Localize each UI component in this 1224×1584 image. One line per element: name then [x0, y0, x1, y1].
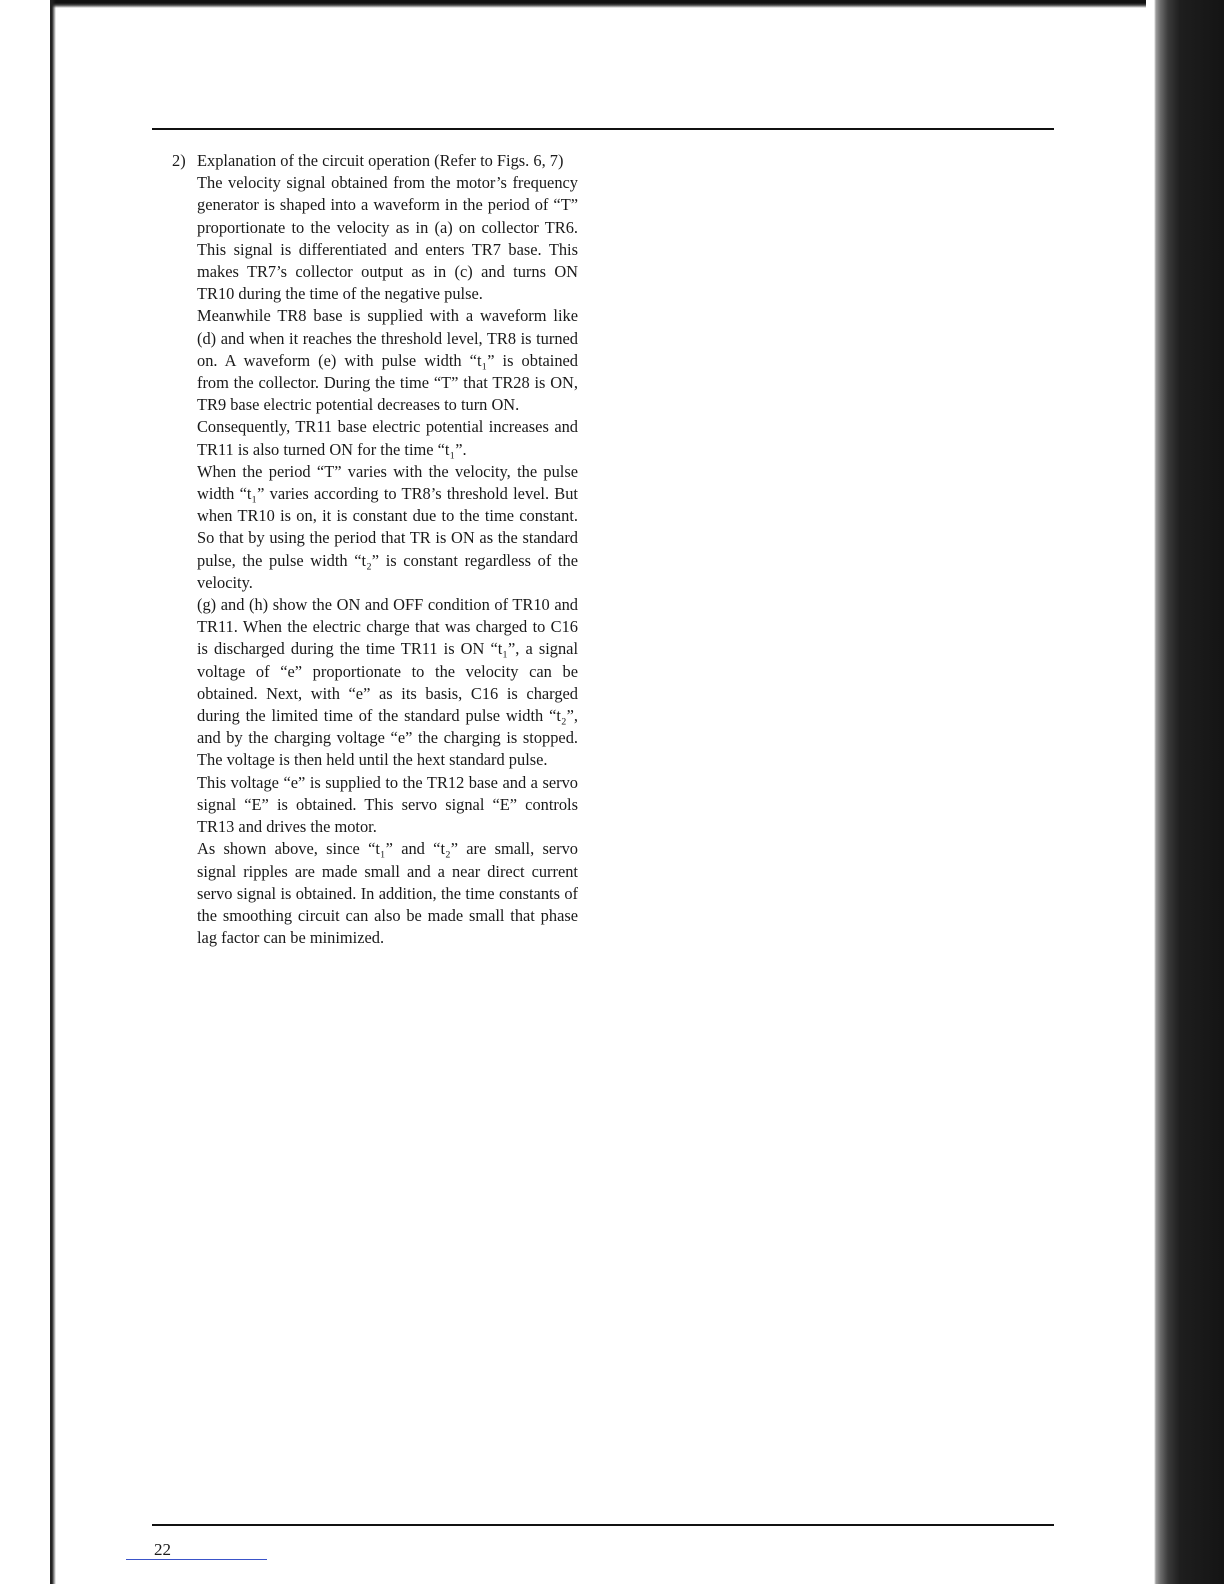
section-heading: [172, 150, 578, 172]
section-heading-text: Explanation of the circuit operation (Refer to Figs. 6, 7): [197, 151, 564, 170]
paragraph-period-variation: When the period “T” varies with the velocity, the pulse width “t₁” varies according to TR8’s threshold level. But when TR10 is on, it is constant due to the time constant. So that by using the period that TR is ON as the standard pulse, the pulse width “t₂” is constant regardless of the velocity.: [197, 461, 578, 592]
paragraph-velocity-signal: The velocity signal obtained from the motor’s frequency generator is shaped into a waveform in the period of “T” proportionate to the velocity as in (a) on collector TR6. This signal is differentiated and enters TR7 base. This makes TR7’s collector output as in (c) and turns ON TR10 during the time of the negative pulse.: [197, 173, 578, 304]
paragraph-conclusion: As shown above, since “t₁” and “t₂” are small, servo signal ripples are made small and a near direct current servo signal is obtained. In addition, the time constants of the smoothing circuit can also be made small that phase lag factor can be minimized.: [197, 839, 578, 948]
body-text: [172, 150, 578, 949]
section-number: 2): [172, 151, 186, 170]
scan-left-edge: [50, 0, 56, 1584]
scan-right-edge: [1146, 0, 1224, 1584]
scan-top-edge: [50, 0, 1160, 8]
paragraph-tr8-waveform: Meanwhile TR8 base is supplied with a waveform like (d) and when it reaches the threshold level, TR8 is turned on. A waveform (e) with pulse width “t₁” is obtained from the collector. During the time “T” that TR28 is ON, TR9 base electric potential decreases to turn ON.: [197, 306, 578, 415]
paragraph-servo-signal: This voltage “e” is supplied to the TR12 base and a servo signal “E” is obtained. This servo signal “E” controls TR13 and drives the motor.: [197, 772, 578, 837]
page-number-underline: [126, 1559, 267, 1560]
paragraph-tr11-potential: Consequently, TR11 base electric potential increases and TR11 is also turned ON for the time “t₁”.: [197, 417, 578, 459]
page-number: 22: [154, 1540, 171, 1559]
bottom-rule: [152, 1524, 1054, 1526]
top-rule: [152, 128, 1054, 130]
paragraph-on-off-condition: (g) and (h) show the ON and OFF condition of TR10 and TR11. When the electric charge that was charged to C16 is discharged during the time TR11 is ON “t₁”, a signal voltage of “e” proportionate to the velocity can be obtained. Next, with “e” as its basis, C16 is charged during the limited time of the standard pulse width “t₂”, and by the charging voltage “e” the charging is stopped. The voltage is then held until the hext standard pulse.: [197, 595, 578, 770]
